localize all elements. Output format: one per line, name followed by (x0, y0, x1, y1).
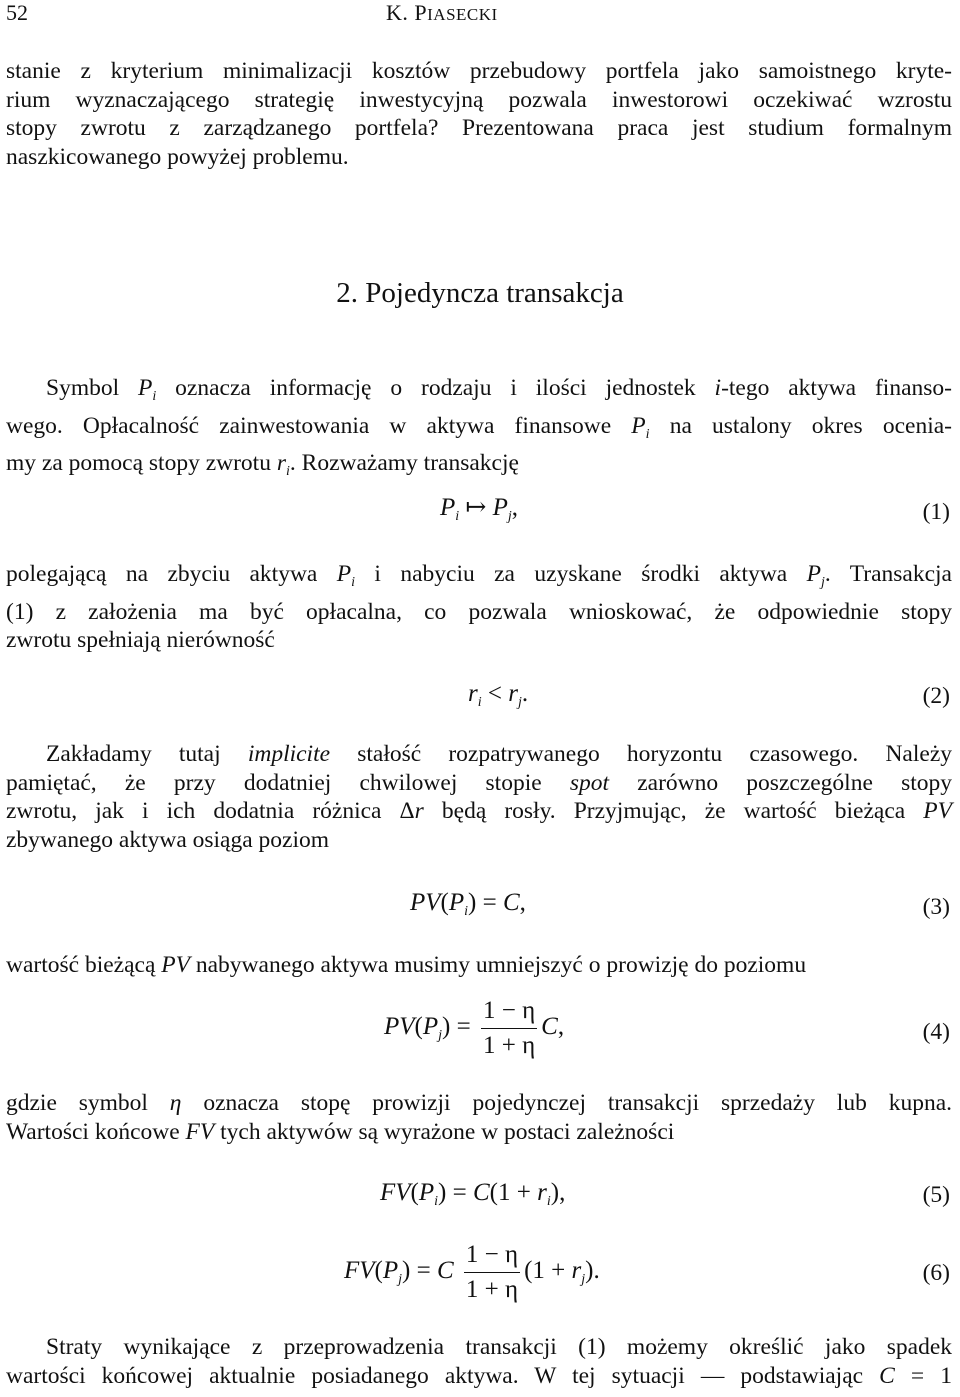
paragraph-final-values (6, 1089, 952, 1146)
text-line: zwrotu spełniają nierówność (6, 627, 275, 653)
equation-3: $PV(P_i) = C$, (410, 889, 526, 919)
paragraph-transaction (6, 560, 952, 655)
equation-5: $FV(P_i) = C(1 + r_i)$, (380, 1179, 566, 1209)
text-line: pamiętać, że przy dodatniej chwilowej stopie spot zarówno poszczególne stopy (6, 769, 952, 796)
section-heading: 2. Pojedyncza transakcja (336, 277, 624, 309)
text-line: rium wyznaczającego strategię inwestycyjną pozwala inwestorowi oczekiwać wzrostu (6, 86, 952, 113)
text-line: Straty wynikające z przeprowadzenia transakcji (1) możemy określić jako spadek (46, 1334, 952, 1360)
equation-6: $FV(P_j) = C$ $\frac{1 - \eta}{1 + \eta}$ $(1 + r_j)$. (344, 1241, 600, 1303)
equation-1: $P_i$ ↦ $P_j$, (440, 494, 519, 524)
equation-4: $PV(P_j)$ = $\frac{1 - \eta}{1 + \eta}$ C, (384, 997, 565, 1059)
intro-paragraph (6, 57, 952, 171)
text-line: wartości końcowej aktualnie posiadanego aktywa. W tej sytuacji — podstawiając C = 1 (6, 1362, 952, 1389)
paragraph-commission (6, 951, 952, 980)
paragraph-losses (6, 1333, 952, 1390)
equation-number-2: (2) (922, 683, 950, 709)
paragraph-assumptions (6, 740, 952, 854)
equation-number-3: (3) (922, 894, 950, 920)
page-header (0, 0, 960, 30)
equation-number-4: (4) (922, 1019, 950, 1045)
equation-number-6: (6) (922, 1260, 950, 1286)
equation-number-1: (1) (922, 499, 950, 525)
text-line: Symbol $P_i$ oznacza informację o rodzaju i ilości jednostek i-tego aktywa finanso- (46, 375, 952, 404)
text-line: stopy zwrotu z zarządzanego portfela? Prezentowana praca jest studium formalnym (6, 115, 952, 141)
text-line: wego. Opłacalność zainwestowania w aktywa finansowe $P_i$ na ustalony okres ocenia- (6, 412, 952, 442)
text-line: Zakładamy tutaj implicite stałość rozpatrywanego horyzontu czasowego. Należy (46, 741, 952, 767)
page-number: 52 (6, 0, 28, 25)
text-line: Wartości końcowe FV tych aktywów są wyrażone w postaci zależności (6, 1118, 675, 1145)
paragraph-symbol-definition (6, 374, 952, 487)
text-line: zbywanego aktywa osiąga poziom (6, 826, 330, 853)
text-line: gdzie symbol η oznacza stopę prowizji pojedynczej transakcji sprzedaży lub kupna. (6, 1090, 952, 1116)
running-head-author: K. PIASECKI (386, 0, 498, 25)
fraction: $\frac{1 - \eta}{1 + \eta}$ (465, 1241, 519, 1303)
text-line: naszkicowanego powyżej problemu. (6, 143, 349, 170)
text-line: zwrotu, jak i ich dodatnia różnica Δr będą rosły. Przyjmując, że wartość bieżąca PV (6, 798, 952, 824)
text-line: stanie z kryterium minimalizacji kosztów przebudowy portfela jako samoistnego kryte- (6, 58, 952, 84)
text-line: my za pomocą stopy zwrotu $r_i$. Rozważamy transakcję (6, 450, 519, 479)
equation-2: $r_i < r_j$. (468, 680, 529, 710)
fraction: $\frac{1 - \eta}{1 + \eta}$ (482, 997, 536, 1059)
text-line: (1) z założenia ma być opłacalna, co pozwala wnioskować, że odpowiednie stopy (6, 598, 952, 625)
equation-number-5: (5) (922, 1182, 950, 1208)
text-line: polegającą na zbyciu aktywa $P_i$ i nabyciu za uzyskane środki aktywa $P_j$. Transakcja (6, 561, 952, 590)
text-line: wartość bieżącą PV nabywanego aktywa musimy umniejszyć o prowizję do poziomu (6, 952, 807, 978)
